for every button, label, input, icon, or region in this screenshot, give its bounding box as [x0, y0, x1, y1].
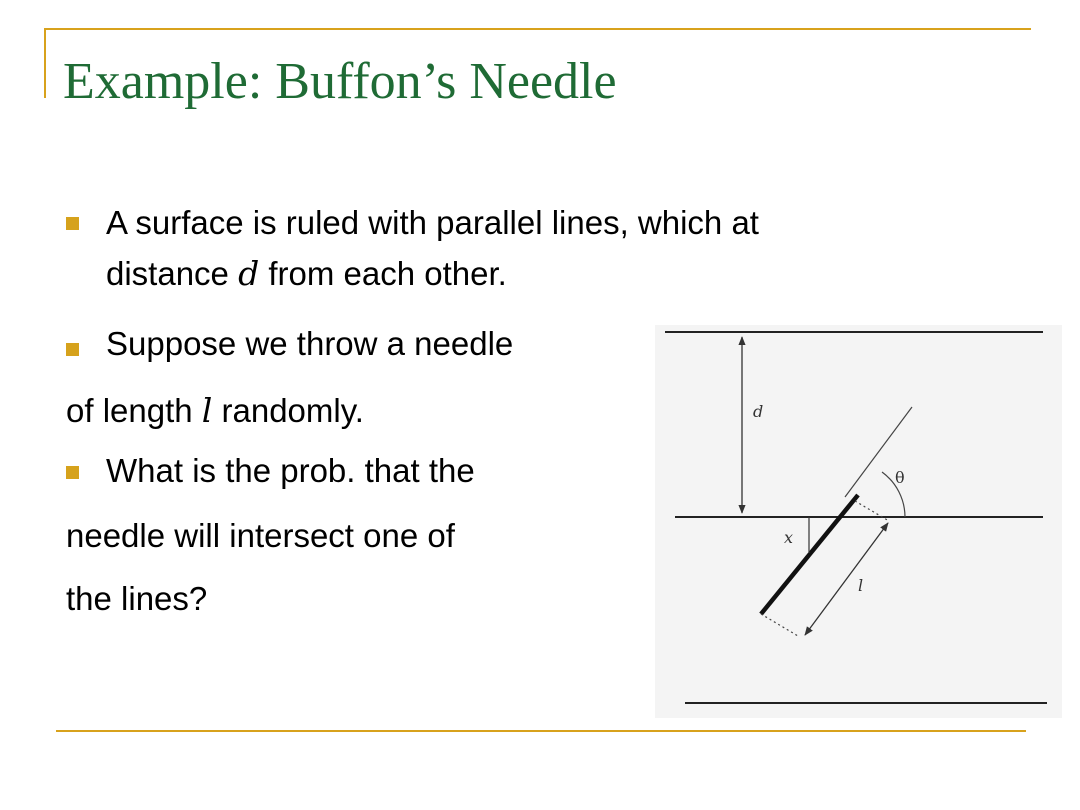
bullet-1-text-a: distance — [106, 255, 239, 292]
label-d: d — [753, 402, 764, 421]
bullet-marker-1 — [66, 217, 79, 230]
frame-bottom-rule — [56, 730, 1026, 732]
bullet-1-line-2 — [106, 255, 507, 293]
bullet-1-text-b: from each other. — [259, 255, 507, 292]
buffon-needle-figure — [655, 325, 1062, 718]
label-x: x — [784, 528, 794, 547]
bullet-2-line-1: Suppose we throw a needle — [106, 325, 514, 362]
bullet-3-line-3: the lines? — [66, 580, 208, 617]
bullet-marker-3 — [66, 466, 79, 479]
bullet-2-text-b: randomly. — [212, 392, 364, 429]
bullet-2-text-a: of length — [66, 392, 202, 429]
label-l: l — [858, 576, 864, 595]
label-theta: θ — [895, 468, 905, 487]
slide-title: Example: Buffon’s Needle — [63, 53, 617, 110]
needle-diagram — [655, 325, 1062, 718]
var-d: d — [238, 254, 260, 293]
bullet-3-line-2: needle will intersect one of — [66, 517, 455, 554]
bullet-1-line-1: A surface is ruled with parallel lines, which at — [106, 204, 759, 241]
frame-left-rule — [44, 28, 46, 98]
length-l-arrow — [805, 523, 888, 635]
bullet-3-line-1: What is the prob. that the — [106, 452, 475, 489]
var-l: l — [201, 391, 213, 430]
dotted-end-bottom — [761, 614, 798, 636]
bullet-marker-2 — [66, 343, 79, 356]
bullet-2-line-2 — [66, 392, 364, 430]
frame-top-rule — [44, 28, 1031, 30]
needle — [761, 495, 858, 614]
